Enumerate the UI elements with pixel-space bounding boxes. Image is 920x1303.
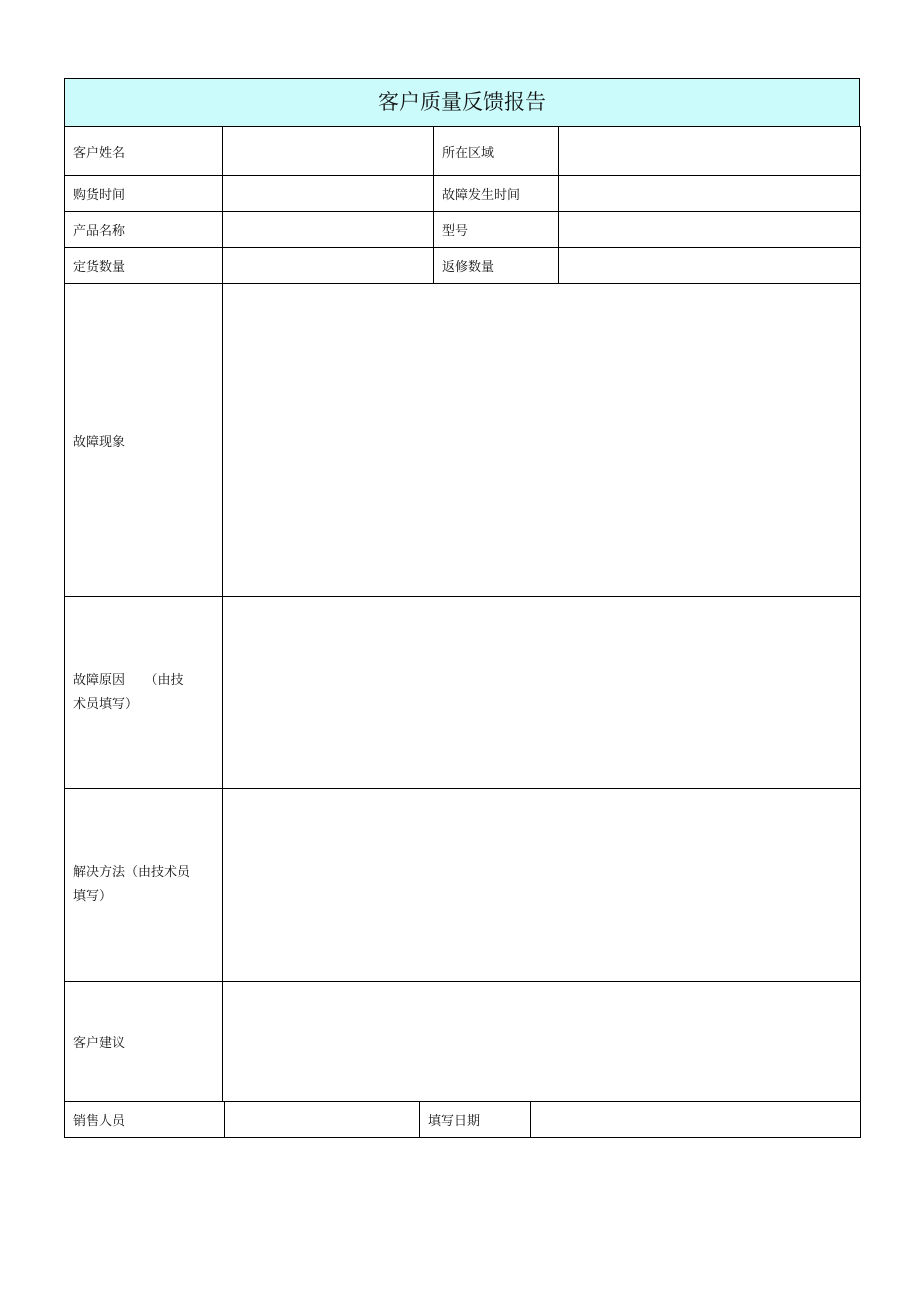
customer-suggestion-field[interactable] <box>223 982 861 1102</box>
feedback-form <box>64 78 860 1138</box>
order-quantity-label: 定货数量 <box>65 248 223 284</box>
row-solution <box>65 789 861 982</box>
form-grid-upper <box>64 126 861 1102</box>
purchase-time-field[interactable] <box>223 176 434 212</box>
form-title: 客户质量反馈报告 <box>64 78 860 127</box>
fault-cause-label <box>65 597 223 789</box>
product-name-label: 产品名称 <box>65 212 223 248</box>
region-label: 所在区域 <box>434 127 559 176</box>
row-fault-phenomenon <box>65 284 861 597</box>
row-customer-suggestion <box>65 982 861 1102</box>
row-order-quantity <box>65 248 861 284</box>
row-purchase-time <box>65 176 861 212</box>
fault-time-label: 故障发生时间 <box>434 176 559 212</box>
model-field[interactable] <box>559 212 861 248</box>
fault-phenomenon-label: 故障现象 <box>65 284 223 597</box>
purchase-time-label: 购货时间 <box>65 176 223 212</box>
fault-phenomenon-field[interactable] <box>223 284 861 597</box>
fill-date-field[interactable] <box>531 1102 861 1138</box>
salesperson-field[interactable] <box>225 1102 420 1138</box>
return-quantity-label: 返修数量 <box>434 248 559 284</box>
form-grid-footer <box>64 1101 861 1138</box>
row-product-name <box>65 212 861 248</box>
region-field[interactable] <box>559 127 861 176</box>
model-label: 型号 <box>434 212 559 248</box>
customer-name-label: 客户姓名 <box>65 127 223 176</box>
solution-label-line2: 填写） <box>73 889 113 904</box>
fault-cause-field[interactable] <box>223 597 861 789</box>
solution-label <box>65 789 223 982</box>
row-customer-name <box>65 127 861 176</box>
fault-cause-label-line1: 故障原因 （由技 <box>73 672 184 688</box>
solution-field[interactable] <box>223 789 861 982</box>
fault-cause-label-line2: 术员填写） <box>73 696 139 712</box>
order-quantity-field[interactable] <box>223 248 434 284</box>
product-name-field[interactable] <box>223 212 434 248</box>
salesperson-label: 销售人员 <box>65 1102 225 1138</box>
row-fault-cause <box>65 597 861 789</box>
fault-time-field[interactable] <box>559 176 861 212</box>
customer-suggestion-label: 客户建议 <box>65 982 223 1102</box>
fill-date-label: 填写日期 <box>420 1102 531 1138</box>
solution-label-line1: 解决方法（由技术员 <box>73 865 191 880</box>
return-quantity-field[interactable] <box>559 248 861 284</box>
customer-name-field[interactable] <box>223 127 434 176</box>
row-salesperson <box>65 1102 861 1138</box>
